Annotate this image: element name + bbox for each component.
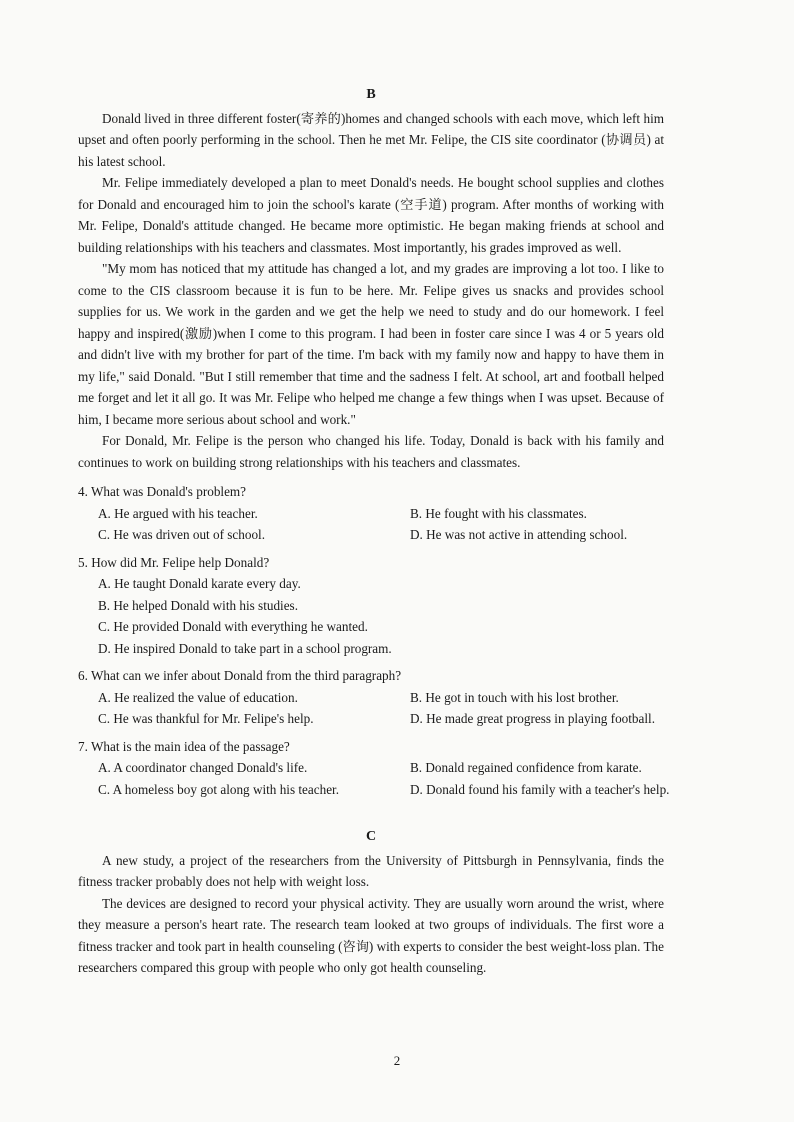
page-number: 2 <box>393 1053 401 1068</box>
question-4 <box>78 481 664 546</box>
section-c-paragraph: The devices are designed to record your physical activity. They are usually worn around the wrist, where they measure a person's heart rate. The research team looked at two groups of individuals. The first wore a fitness tracker and took part in health counseling (咨询) with experts to consider the best weight-loss plan. The researchers compared this group with people who only got health counseling. <box>78 895 664 975</box>
question-stem: 5. How did Mr. Felipe help Donald? <box>78 554 270 570</box>
option-c: C. He provided Donald with everything he wanted. <box>98 619 368 634</box>
option-d: D. Donald found his family with a teacher's help. <box>410 781 670 797</box>
section-c-title: C <box>365 829 377 844</box>
option-b: B. He got in touch with his lost brother. <box>410 689 619 705</box>
question-6 <box>78 665 664 730</box>
section-b-paragraph: Donald lived in three different foster(寄养的)homes and changed schools with each move, which left him upset and often poorly performing in the school. Then he met Mr. Felipe, the CIS site coordinator (协调员) at his latest school. <box>78 110 664 169</box>
section-b-paragraph: For Donald, Mr. Felipe is the person who changed his life. Today, Donald is back with his family and continues to work on building strong relationships with his teachers and classmates. <box>78 433 664 470</box>
option-d: D. He inspired Donald to take part in a school program. <box>98 640 392 656</box>
option-b: B. He fought with his classmates. <box>410 505 587 521</box>
question-stem: 4. What was Donald's problem? <box>78 484 247 499</box>
section-b-paragraph: "My mom has noticed that my attitude has changed a lot, and my grades are improving a lot too. I like to come to the CIS classroom because it is fun to be here. Mr. Felipe gives us snacks and provides school supplies for us. We work in the garden and we get the help we need to study and do our homework. I feel happy and inspired(激励)when I come to this program. I had been in foster care since I was 4 or 5 years old and didn't live with my brother for part of the time. I'm back with my family now and happy to have them in my life," said Donald. "But I still remember that time and the sadness I felt. At school, art and football helped me forget and let it all go. It was Mr. Felipe who helped me change a few things when I was upset. Because of him, I became more serious about school and work." <box>78 261 664 427</box>
option-list <box>78 573 664 659</box>
section-c <box>78 826 664 979</box>
section-b <box>78 84 664 473</box>
option-a: A. He realized the value of education. <box>98 689 298 705</box>
section-b-title: B <box>366 87 376 102</box>
option-c: C. A homeless boy got along with his teacher. <box>98 781 340 797</box>
option-list <box>78 757 670 800</box>
question-stem: 6. What can we infer about Donald from the third paragraph? <box>78 668 402 683</box>
exam-page <box>78 84 670 979</box>
option-c: C. He was driven out of school. <box>98 527 266 542</box>
option-d: D. He made great progress in playing football. <box>410 711 655 726</box>
option-a: A. He taught Donald karate every day. <box>98 576 301 591</box>
question-5 <box>78 552 664 660</box>
question-list <box>78 481 670 800</box>
option-a: A. He argued with his teacher. <box>98 505 258 521</box>
option-c: C. He was thankful for Mr. Felipe's help. <box>98 711 314 726</box>
section-b-paragraph: Mr. Felipe immediately developed a plan to meet Donald's needs. He bought school supplies and clothes for Donald and encouraged him to join the school's karate (空手道) program. After months of working with Mr. Felipe, Donald's attitude changed. He became more optimistic. He began making friends at school and building relationships with his teachers and classmates. Most importantly, his grades improved as well. <box>78 175 664 255</box>
question-7 <box>78 736 670 801</box>
option-a: A. A coordinator changed Donald's life. <box>98 760 308 775</box>
section-c-paragraph: A new study, a project of the researchers from the University of Pittsburgh in Pennsylvania, finds the fitness tracker probably does not help with weight loss. <box>78 852 664 889</box>
option-b: B. He helped Donald with his studies. <box>98 597 298 613</box>
option-b: B. Donald regained confidence from karate. <box>410 760 642 775</box>
option-d: D. He was not active in attending school. <box>410 527 628 542</box>
question-stem: 7. What is the main idea of the passage? <box>78 738 290 754</box>
option-list <box>78 503 664 546</box>
option-list <box>78 687 664 730</box>
